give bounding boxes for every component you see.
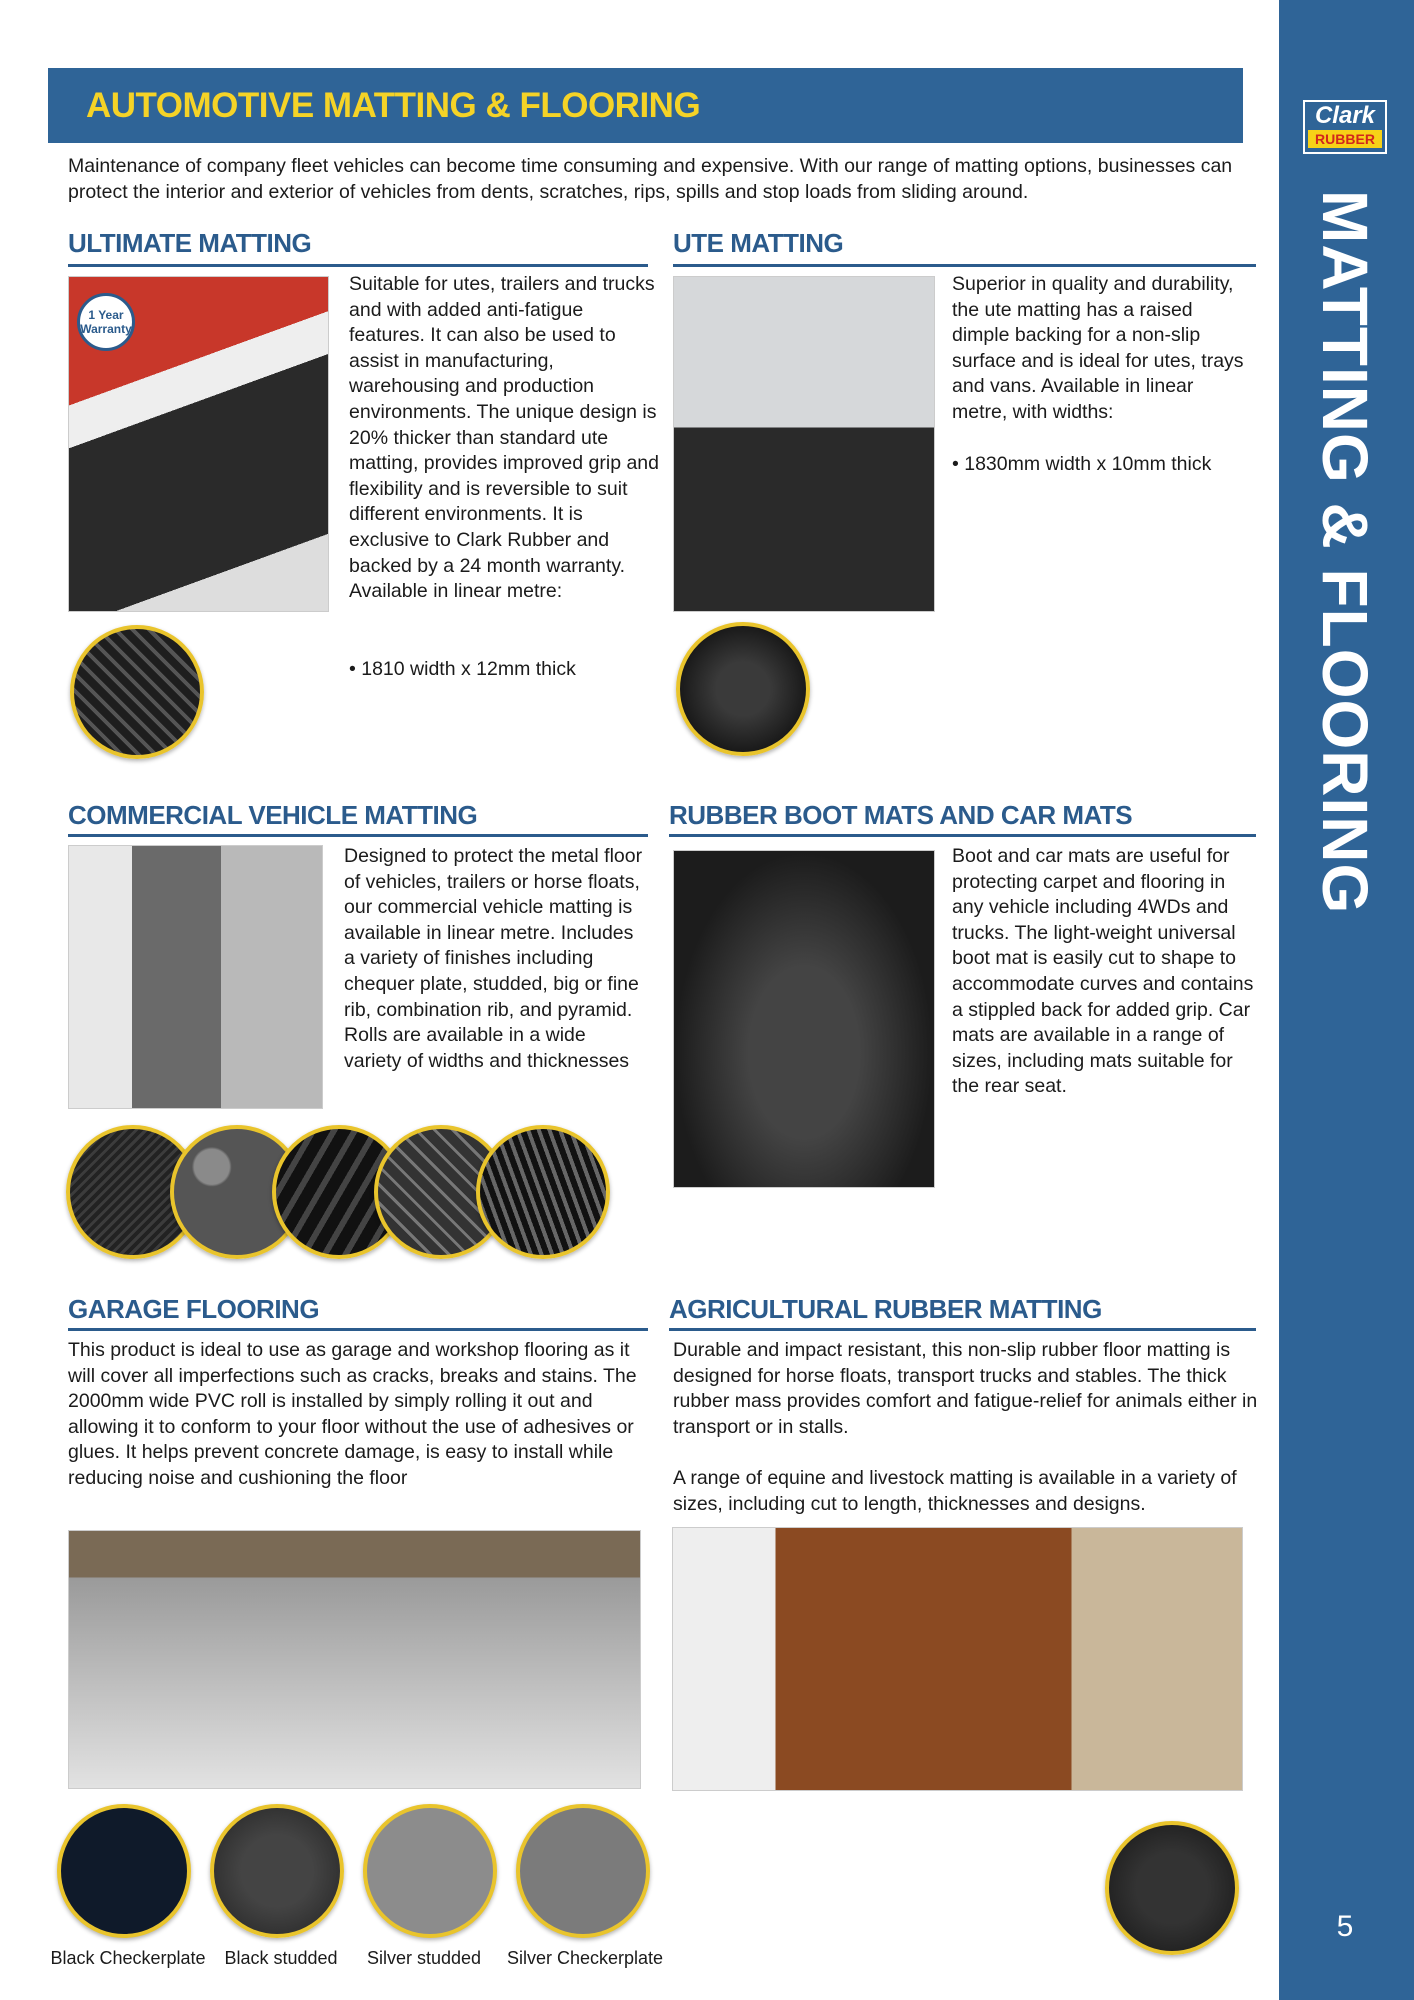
commercial-description: Designed to protect the metal floor of vehicles, trailers or horse floats, our commercial vehicle matting is available in linear metre. Includes a variety of finishes including chequer plate, studded, big or fine rib, combination rib, and pyramid. Rolls are available in a wide variety of widths and thicknesses <box>344 845 643 1072</box>
agricultural-description: Durable and impact resistant, this non-slip rubber floor matting is designed for horse floats, transport trucks and stables. The thick rubber mass provides comfort and fatigue-relief for animals either in transport or in stalls. <box>673 1339 1258 1438</box>
ute-spec: • 1830mm width x 10mm thick <box>952 453 1212 475</box>
swatch-silver-checkerplate <box>516 1804 650 1938</box>
heading-garage-flooring: GARAGE FLOORING <box>68 1294 320 1324</box>
heading-ultimate-matting: ULTIMATE MATTING <box>68 228 312 258</box>
clark-rubber-logo <box>1303 100 1387 154</box>
heading-ute-matting: UTE MATTING <box>673 228 844 258</box>
divider <box>68 264 648 267</box>
ute-swatch <box>676 622 810 756</box>
divider <box>669 834 1256 837</box>
intro-text: Maintenance of company fleet vehicles can become time consuming and expensive. With our range of matting options, businesses can protect the interior and exterior of vehicles from dents, scratches, rips, spills and stop loads from sliding around. <box>68 155 1233 203</box>
heading-boot-mats: RUBBER BOOT MATS AND CAR MATS <box>669 800 1133 830</box>
swatch-silver-studded <box>363 1804 497 1938</box>
swatch-black-checkerplate <box>57 1804 191 1938</box>
horse-float-photo <box>672 1527 1243 1791</box>
commercial-van-photo <box>68 845 323 1109</box>
ultimate-spec: • 1810 width x 12mm thick <box>349 658 576 680</box>
swatch-label: Silver Checkerplate <box>506 1948 664 1968</box>
swatch-label: Silver studded <box>366 1948 482 1968</box>
ute-matting-photo <box>673 276 935 612</box>
agricultural-description-2: A range of equine and livestock matting is available in a variety of sizes, including cut to length, thicknesses and designs. <box>673 1467 1237 1515</box>
ultimate-swatch <box>70 625 204 759</box>
divider <box>68 1328 648 1331</box>
garage-description: This product is ideal to use as garage and workshop flooring as it will cover all imperfections such as cracks, breaks and stains. The 2000mm wide PVC roll is installed by simply rolling it out and allowing it to conform to your floor without the use of adhesives or glues. It helps prevent concrete damage, is easy to install while reducing noise and cushioning the floor <box>68 1339 637 1489</box>
boot-description: Boot and car mats are useful for protecting carpet and flooring in any vehicle including 4WDs and trucks. The light-weight universal boot mat is easily cut to shape to accommodate curves and contains a stippled back for added grip. Car mats are available in a range of sizes, including mats suitable for the rear seat. <box>952 845 1254 1098</box>
divider <box>673 264 1256 267</box>
ultimate-description: Suitable for utes, trailers and trucks and with added anti-fatigue features. It can also be used to assist in manufacturing, warehousing and production environments. The unique design is 20% thicker than standard ute matting, provides improved grip and flexibility and is reversible to suit different environments. It is exclusive to Clark Rubber and backed by a 24 month warranty. Available in linear metre: <box>349 273 659 603</box>
divider <box>68 834 648 837</box>
page-title: AUTOMOTIVE MATTING & FLOORING <box>86 86 701 125</box>
ultimate-matting-photo <box>68 276 329 612</box>
swatch-pyramid <box>476 1125 610 1259</box>
heading-agricultural-matting: AGRICULTURAL RUBBER MATTING <box>669 1294 1102 1324</box>
divider <box>669 1328 1256 1331</box>
agricultural-swatch <box>1105 1821 1239 1955</box>
boot-mat-photo <box>673 850 935 1188</box>
swatch-black-studded <box>210 1804 344 1938</box>
swatch-label: Black Checkerplate <box>50 1948 206 1968</box>
logo-text: Clark <box>1314 102 1376 129</box>
ute-description: Superior in quality and durability, the ute matting has a raised dimple backing for a non-slip surface and is ideal for utes, trays and vans. Available in linear metre, with widths: <box>952 273 1244 423</box>
vertical-section-title: MATTING & FLOORING <box>1309 190 1381 915</box>
warranty-badge: 1 Year Warranty <box>77 293 135 351</box>
logo-subtext: RUBBER <box>1308 130 1382 148</box>
heading-commercial-vehicle-matting: COMMERCIAL VEHICLE MATTING <box>68 800 478 830</box>
swatch-label: Black studded <box>224 1948 338 1968</box>
garage-floor-photo <box>68 1530 641 1789</box>
header-banner <box>48 68 1243 143</box>
page-number: 5 <box>1336 1910 1354 1943</box>
